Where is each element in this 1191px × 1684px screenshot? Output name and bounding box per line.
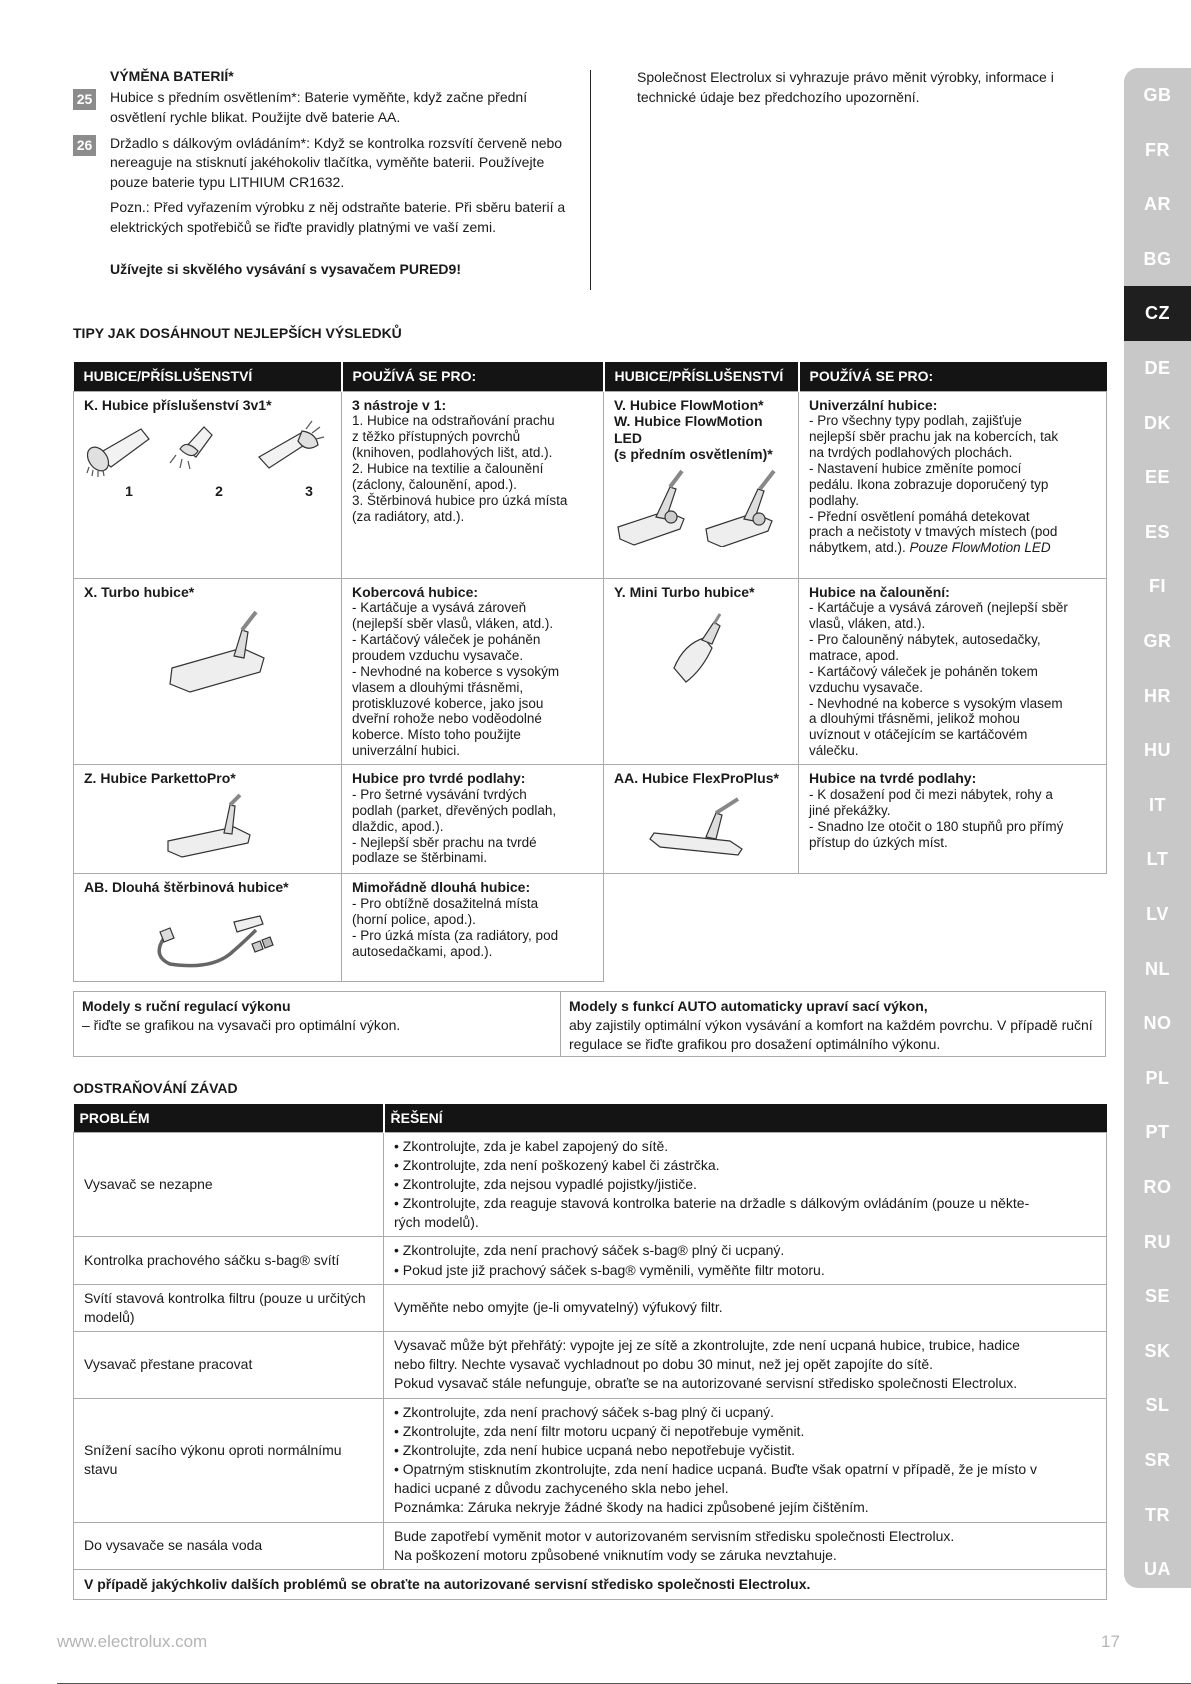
battery-heading: VÝMĚNA BATERIÍ* [110, 68, 234, 84]
solution-line: Pokud vysavač stále nefunguje, obraťte se na autorizované servisní středisko společnosti Electrolux. [394, 1375, 1018, 1392]
solution-line: • Zkontrolujte, zda reaguje stavová kontrolka baterie na držadle s dálkovým ovládáním (pouze u někte- [394, 1195, 1030, 1212]
solution-line: Na poškození motoru způsobené vniknutím vody se záruka nevztahuje. [394, 1546, 837, 1563]
language-tab-bg[interactable]: BG [1143, 248, 1172, 269]
language-tab-pl[interactable]: PL [1145, 1067, 1170, 1088]
solution-line: hadici ucpané z důvodu zachyceného skla nebo jehel. [394, 1480, 729, 1497]
solution-line: • Zkontrolujte, zda není hubice ucpaná nebo nepotřebuje vyčistit. [394, 1441, 796, 1458]
battery-item-25 [73, 88, 583, 127]
tool-number: 1 [125, 483, 133, 500]
header-solution: ŘEŠENÍ [384, 1104, 1107, 1132]
language-tab-tr[interactable]: TR [1145, 1504, 1170, 1525]
language-tab-de[interactable]: DE [1144, 358, 1171, 378]
problem-cell: Do vysavače se nasála voda [74, 1522, 384, 1569]
manual-models-title: Modely s ruční regulací výkonu [82, 998, 291, 1014]
usage-line: - Přední osvětlení pomáhá detekovat [809, 508, 1030, 524]
accessory-3in1-illustration [84, 419, 334, 481]
language-tab-ua[interactable]: UA [1144, 1559, 1171, 1580]
usage-line: protiskluzové koberce, jako jsou [352, 695, 544, 711]
language-tab-ro[interactable]: RO [1143, 1177, 1172, 1197]
nozzle-name-line: LED [614, 429, 642, 446]
solution-line: Poznámka: Záruka nekryje žádné škody na hadici způsobené jejím čištěním. [394, 1499, 869, 1516]
language-tab-se[interactable]: SE [1144, 1286, 1170, 1307]
usage-line: - Nevhodné na koberce s vysokým vlasem [809, 695, 1063, 711]
solution-line: • Zkontrolujte, zda není prachový sáček s-bag plný či ucpaný. [394, 1403, 774, 1420]
footer-url: www.electrolux.com [57, 1632, 208, 1651]
tool-number: 3 [305, 483, 313, 500]
page-number: 17 [1101, 1632, 1120, 1651]
nozzle-cell-x [74, 578, 342, 765]
mini-turbo-nozzle-illustration [614, 606, 784, 698]
usage-line: podlaze se štěrbinami. [352, 850, 488, 866]
usage-line: válečku. [809, 743, 859, 759]
nozzle-cell-z [74, 765, 342, 874]
language-tab-sk[interactable]: SK [1144, 1340, 1171, 1361]
usage-line: 1. Hubice na odstraňování prachu [352, 413, 555, 429]
usage-line: - Pro úzká místa (za radiátory, pod [352, 927, 559, 943]
language-tab-fr[interactable]: FR [1145, 139, 1170, 160]
language-tab-ru[interactable]: RU [1144, 1231, 1171, 1252]
usage-title: Hubice na tvrdé podlahy: [809, 770, 977, 787]
usage-line: - Pro všechny typy podlah, zajišťuje [809, 413, 1022, 429]
troubleshooting-title: ODSTRAŇOVÁNÍ ZÁVAD [73, 1080, 238, 1096]
usage-cell-x [342, 578, 604, 765]
header-nozzle: HUBICE/PŘÍSLUŠENSTVÍ [74, 362, 342, 391]
usage-line: - Pro čalouněný nábytek, autosedačky, [809, 631, 1041, 647]
usage-line: univerzální hubici. [352, 743, 461, 759]
battery-section [73, 68, 583, 277]
usage-line: vlasem a dlouhými třásněmi, [352, 679, 524, 695]
header-nozzle: HUBICE/PŘÍSLUŠENSTVÍ [604, 362, 799, 391]
nozzle-cell-ab [74, 874, 342, 982]
disclaimer-text: Společnost Electrolux si vyhrazuje právo měnit výrobky, informace i technické údaje bez předchozího upozornění. [637, 69, 1054, 105]
usage-line: vzduchu vysavače. [809, 679, 924, 695]
flowmotion-nozzle-illustration [614, 469, 784, 547]
usage-line: na tvrdých podlahových plochách. [809, 444, 1013, 460]
usage-cell-y [799, 578, 1107, 765]
solution-line: Vysavač může být přehřátý: vypojte jej ze sítě a zkontrolujte, zde není ucpaná hubice, trubice, hadice [394, 1337, 1020, 1354]
battery-note: Pozn.: Před vyřazením výrobku z něj odstraňte baterie. Při sběru baterií a elektrických spotřebičů se řiďte pravidly platnými ve vaší zemi. [110, 199, 566, 235]
turbo-nozzle-illustration [84, 606, 334, 698]
usage-line: - Nastavení hubice změníte pomocí [809, 460, 1022, 476]
usage-title: Kobercová hubice: [352, 583, 479, 600]
usage-line: prach a nečistoty v tmavých místech (pod [809, 524, 1058, 540]
language-tab-ee[interactable]: EE [1144, 467, 1170, 488]
usage-line: - Snadno lze otočit o 180 stupňů pro přímý [809, 818, 1064, 834]
solution-cell [384, 1332, 1107, 1399]
usage-title: Hubice pro tvrdé podlahy: [352, 770, 526, 787]
language-tab-sr[interactable]: SR [1144, 1450, 1171, 1470]
usage-line: (nejlepší sběr vlasů, vláken, atd.). [352, 615, 554, 631]
nozzle-cell-v [604, 391, 799, 578]
solution-line: • Pokud jste již prachový sáček s-bag® vyměnili, vyměňte filtr motoru. [394, 1261, 825, 1278]
usage-line: koberce. Místo toho použijte [352, 727, 521, 743]
problem-cell: Svítí stavová kontrolka filtru (pouze u určitých modelů) [74, 1284, 384, 1331]
usage-line: 3. Štěrbinová hubice pro úzká místa [352, 492, 568, 508]
usage-line: vlasů, vláken, atd.). [809, 615, 926, 631]
solution-line: • Opatrným stisknutím zkontrolujte, zda není hadice ucpaná. Buďte však opatrní v případě, že je místo v [394, 1461, 1038, 1478]
usage-line: podlah (parket, dřevěných podlah, [352, 802, 557, 818]
tips-row [74, 765, 1107, 874]
long-crevice-nozzle-illustration [84, 902, 334, 970]
usage-cell-ab [342, 874, 604, 982]
nozzle-name-line: W. Hubice FlowMotion [614, 413, 763, 430]
language-tab-hr[interactable]: HR [1144, 685, 1171, 706]
usage-line: pedálu. Ikona zobrazuje doporučený typ [809, 476, 1049, 492]
tips-row [74, 391, 1107, 578]
problem-row [74, 1332, 1107, 1399]
tool-number: 2 [215, 483, 223, 500]
final-row [74, 1569, 1107, 1599]
usage-line-italic: Pouze FlowMotion LED [909, 540, 1051, 556]
models-info-box [73, 991, 1106, 1057]
nozzle-cell-aa [604, 765, 799, 874]
empty-cell [604, 874, 799, 982]
language-tab-ar[interactable]: AR [1144, 194, 1171, 215]
usage-line: - Kartáčuje a vysává zároveň (nejlepší sběr [809, 600, 1068, 616]
header-problem: PROBLÉM [74, 1104, 384, 1132]
solution-line: rých modelů). [394, 1214, 479, 1231]
usage-line: a dlouhými třásněmi, jelikož mohou [809, 711, 1020, 727]
language-tab-lv[interactable]: LV [1146, 904, 1169, 924]
usage-line: nejlepší sběr prachu jak na kobercích, tak [809, 428, 1059, 444]
usage-line: - Nejlepší sběr prachu na tvrdé [352, 834, 537, 850]
language-tabs [1124, 68, 1191, 1588]
usage-line: podlahy. [809, 492, 860, 508]
language-tab-it[interactable]: IT [1149, 794, 1166, 815]
solution-cell [384, 1284, 1107, 1331]
problem-cell: Vysavač přestane pracovat [74, 1332, 384, 1399]
usage-line: proudem vzduchu vysavače. [352, 647, 524, 663]
figure-number-badge: 25 [73, 89, 96, 110]
solution-line: • Zkontrolujte, zda je kabel zapojený do sítě. [394, 1137, 669, 1154]
battery-item-text: Hubice s předním osvětlením*: Baterie vyměňte, když začne přední osvětlení rychle blikat. Použijte dvě baterie AA. [110, 89, 528, 125]
usage-line: (za radiátory, atd.). [352, 508, 465, 524]
usage-title: 3 nástroje v 1: [352, 396, 447, 413]
usage-title: Univerzální hubice: [809, 396, 938, 413]
language-tab-cz[interactable]: CZ [1124, 286, 1191, 341]
solution-line: • Zkontrolujte, zda není prachový sáček s-bag® plný či ucpaný. [394, 1242, 785, 1259]
language-tab-no[interactable]: NO [1143, 1013, 1172, 1034]
manual-models-text: – řiďte se grafikou na vysavači pro optimální výkon. [82, 1016, 401, 1033]
usage-title: Hubice na čalounění: [809, 583, 950, 600]
usage-line: - Kartáčový váleček je poháněn tokem [809, 663, 1038, 679]
language-tab-es[interactable]: ES [1144, 521, 1170, 542]
problem-row [74, 1237, 1107, 1284]
solution-line: Vyměňte nebo omyjte (je-li omyvatelný) výfukový filtr. [394, 1299, 723, 1316]
language-tab-fi[interactable]: FI [1149, 576, 1166, 597]
usage-line: (záclony, čalounění, apod.). [352, 476, 517, 492]
usage-cell-aa [799, 765, 1107, 874]
usage-line: - Pro šetrné vysávání tvrdých [352, 786, 527, 802]
usage-cell-v [799, 391, 1107, 578]
usage-line: - Pro obtížně dosažitelná místa [352, 895, 539, 911]
parketto-nozzle-illustration [84, 793, 334, 861]
usage-line: z těžko přístupných povrchů [352, 428, 521, 444]
language-tab-sl[interactable]: SL [1145, 1395, 1170, 1416]
solution-cell [384, 1398, 1107, 1522]
usage-line: (knihoven, podlahových lišt, atd.). [352, 444, 553, 460]
usage-line: - Kartáčuje a vysává zároveň [352, 600, 527, 616]
language-tab-lt[interactable]: LT [1146, 849, 1169, 870]
tips-title: TIPY JAK DOSÁHNOUT NEJLEPŠÍCH VÝSLEDKŮ [73, 325, 402, 341]
solution-cell [384, 1522, 1107, 1569]
usage-line: matrace, apod. [809, 647, 900, 663]
nozzle-name: AB. Dlouhá štěrbinová hubice* [84, 879, 289, 896]
troubleshooting-table [73, 1104, 1107, 1600]
flexproplus-nozzle-illustration [614, 793, 784, 861]
problem-cell: Snížení sacího výkonu oproti normálnímu stavu [74, 1398, 384, 1522]
header-usage: POUŽÍVÁ SE PRO: [342, 362, 604, 391]
auto-models-title: Modely s funkcí AUTO automaticky upraví sací výkon, [569, 998, 928, 1014]
language-tab-gr[interactable]: GR [1143, 631, 1172, 651]
usage-line: 2. Hubice na textilie a čalounění [352, 460, 544, 476]
solution-line: • Zkontrolujte, zda není poškozený kabel či zástrčka. [394, 1156, 720, 1173]
tips-row [74, 578, 1107, 765]
tips-header-row [74, 362, 1107, 391]
battery-item-text: Držadlo s dálkovým ovládáním*: Když se kontrolka rozsvítí červeně nebo nereaguje na stisknutí jakéhokoliv tlačítka, vyměňte baterii. Používejte pouze baterie typu LITHIUM CR1632. [110, 134, 563, 190]
usage-cell-z [342, 765, 604, 874]
solution-line: nebo filtry. Nechte vysavač vychladnout po dobu 30 minut, než jej opět zapojíte do sítě. [394, 1356, 934, 1373]
problem-row [74, 1132, 1107, 1237]
usage-line: dlaždic, apod.). [352, 818, 444, 834]
problem-row [74, 1284, 1107, 1331]
usage-line: přístup do úzkých míst. [809, 834, 948, 850]
nozzle-name [614, 397, 788, 463]
empty-cell [799, 874, 1107, 982]
usage-line: autosedačkami, apod.). [352, 943, 493, 959]
language-tab-hu[interactable]: HU [1144, 740, 1171, 761]
usage-cell-k [342, 391, 604, 578]
tips-table [73, 362, 1107, 982]
usage-line: dveřní rohože nebo voděodolné [352, 711, 542, 727]
column-divider [590, 70, 591, 290]
solution-line: • Zkontrolujte, zda nejsou vypadlé pojistky/jističe. [394, 1175, 697, 1192]
usage-line: - Kartáčový váleček je poháněn [352, 631, 541, 647]
battery-item-26 [73, 134, 583, 193]
auto-models-note [561, 992, 1105, 1056]
nozzle-name-line: V. Hubice FlowMotion* [614, 396, 764, 413]
nozzle-cell-y [604, 578, 799, 765]
solution-cell [384, 1132, 1107, 1237]
problem-row [74, 1522, 1107, 1569]
usage-line: jiné překážky. [809, 802, 891, 818]
usage-line [809, 540, 1096, 556]
solution-line: • Zkontrolujte, zda není filtr motoru ucpaný či nepotřebuje vyměnit. [394, 1422, 805, 1439]
usage-line: - Nevhodné na koberce s vysokým [352, 663, 560, 679]
usage-line: (horní police, apod.). [352, 911, 476, 927]
usage-line-text: nábytkem, atd.). [809, 540, 910, 556]
tips-row [74, 874, 1107, 982]
problem-cell: Kontrolka prachového sáčku s-bag® svítí [74, 1237, 384, 1284]
usage-line: uvíznout v otáčejícím se kartáčovém [809, 727, 1028, 743]
nozzle-name: K. Hubice příslušenství 3v1* [84, 396, 272, 413]
usage-line: - K dosažení pod či mezi nábytek, rohy a [809, 786, 1053, 802]
language-tab-gb[interactable]: GB [1143, 85, 1172, 105]
auto-models-text: aby zajistily optimální výkon vysávání a komfort na každém povrchu. V případě ruční regulace se řiďte grafikou pro dosažení optimálního výkonu. [569, 1016, 1093, 1052]
enjoy-text: Užívejte si skvělého vysávání s vysavačem PURED9! [110, 260, 461, 277]
header-usage: POUŽÍVÁ SE PRO: [799, 362, 1107, 391]
nozzle-name: AA. Hubice FlexProPlus* [614, 770, 779, 787]
language-tab-pt[interactable]: PT [1145, 1122, 1170, 1143]
troubleshooting-header-row [74, 1104, 1107, 1132]
problem-row [74, 1398, 1107, 1522]
manual-models-note [74, 992, 561, 1056]
nozzle-name: Y. Mini Turbo hubice* [614, 583, 755, 600]
nozzle-name: X. Turbo hubice* [84, 583, 195, 600]
nozzle-cell-k [74, 391, 342, 578]
nozzle-name-line: (s předním osvětlením)* [614, 446, 773, 463]
language-tab-dk[interactable]: DK [1144, 412, 1171, 433]
figure-number-badge: 26 [73, 135, 96, 156]
nozzle-name: Z. Hubice ParkettoPro* [84, 770, 236, 787]
final-note: V případě jakýchkoliv dalších problémů se obraťte na autorizované servisní středisko společnosti Electrolux. [74, 1569, 1107, 1599]
solution-line: Bude zapotřebí vyměnit motor v autorizovaném servisním středisku společnosti Electrolux. [394, 1527, 955, 1544]
language-tab-nl[interactable]: NL [1145, 958, 1170, 979]
solution-cell [384, 1237, 1107, 1284]
problem-cell: Vysavač se nezapne [74, 1132, 384, 1237]
usage-title: Mimořádně dlouhá hubice: [352, 879, 531, 896]
tool-numbers [84, 483, 354, 500]
